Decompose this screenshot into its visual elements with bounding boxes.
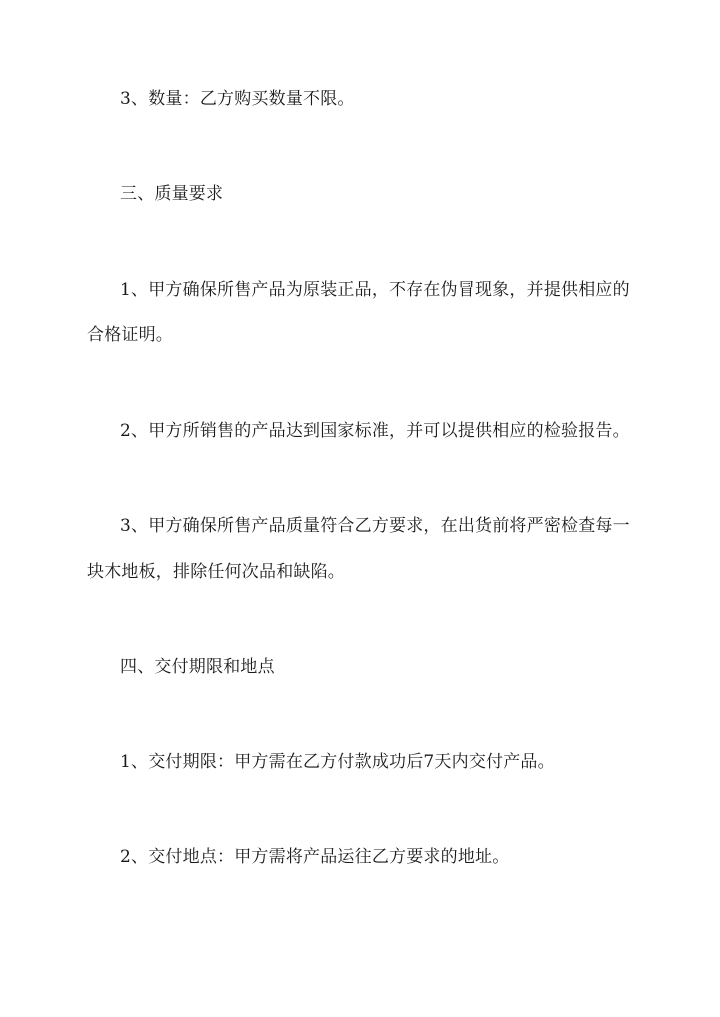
section-heading-quality: 三、质量要求 bbox=[120, 184, 224, 204]
delivery-clause-location: 2、交付地点：甲方需将产品运往乙方要求的地址。 bbox=[120, 847, 510, 867]
quality-clause-1-line-2: 合格证明。 bbox=[87, 325, 173, 345]
delivery-clause-deadline: 1、交付期限：甲方需在乙方付款成功后7天内交付产品。 bbox=[120, 752, 555, 772]
quality-clause-3-line-2: 块木地板，排除任何次品和缺陷。 bbox=[87, 562, 345, 582]
clause-quantity: 3、数量：乙方购买数量不限。 bbox=[120, 89, 355, 109]
quality-clause-3-line-1: 3、甲方确保所售产品质量符合乙方要求，在出货前将严密检查每一 bbox=[120, 516, 630, 536]
quality-clause-2: 2、甲方所销售的产品达到国家标准，并可以提供相应的检验报告。 bbox=[120, 421, 630, 441]
quality-clause-1-line-1: 1、甲方确保所售产品为原装正品，不存在伪冒现象，并提供相应的 bbox=[120, 280, 630, 300]
section-heading-delivery: 四、交付期限和地点 bbox=[120, 657, 275, 677]
